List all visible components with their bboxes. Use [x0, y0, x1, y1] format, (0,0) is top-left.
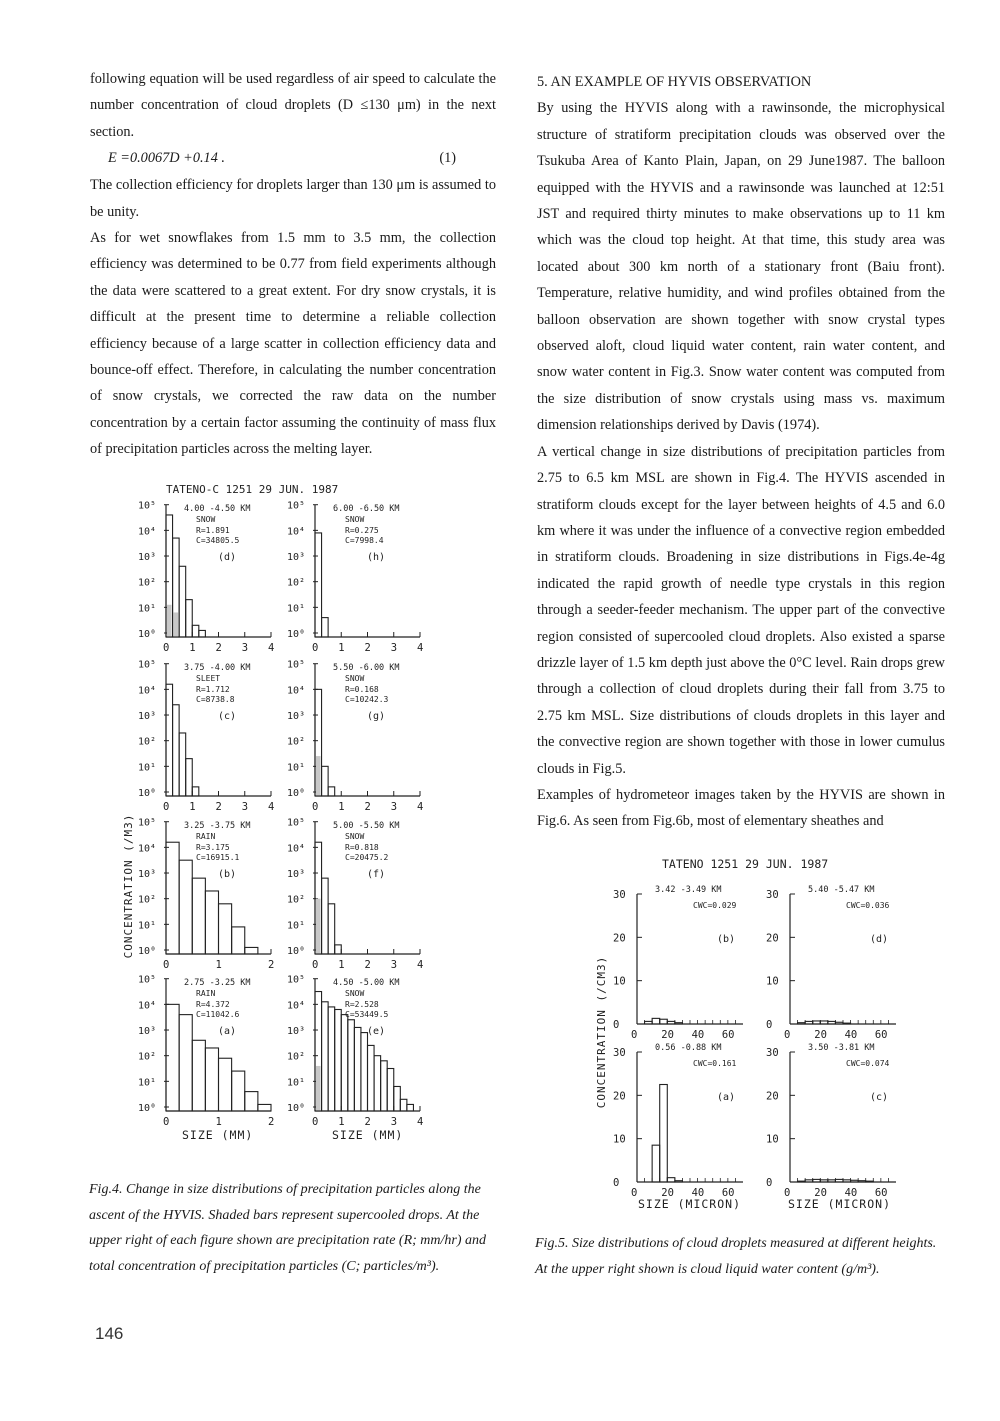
- y-tick-label: 10³: [138, 711, 157, 723]
- page-number: 146: [95, 1324, 124, 1343]
- total-concentration: C=20475.2: [345, 853, 389, 862]
- bar: [843, 1180, 851, 1182]
- height-range: 5.00 -5.50 KM: [333, 821, 400, 831]
- y-tick-label: 10¹: [287, 603, 306, 615]
- y-tick-label: 10⁰: [138, 629, 157, 640]
- y-tick-label: 0: [766, 1177, 773, 1189]
- bar: [675, 1181, 683, 1182]
- total-concentration: C=10242.3: [345, 695, 389, 704]
- y-tick-label: 10: [613, 1133, 626, 1146]
- panel-h: [287, 501, 423, 654]
- panel-label: (f): [367, 869, 386, 880]
- bar: [813, 1179, 821, 1182]
- total-concentration: C=7998.4: [345, 536, 384, 545]
- x-tick-label: 1: [338, 959, 345, 971]
- x-tick-label: 4: [417, 642, 424, 654]
- total-concentration: C=11042.6: [196, 1010, 240, 1019]
- x-tick-label: 3: [390, 642, 398, 654]
- precip-rate: R=0.168: [345, 685, 379, 694]
- y-tick-label: 10⁴: [287, 526, 306, 538]
- x-tick-label: 1: [338, 1116, 345, 1128]
- panel-label: (e): [367, 1026, 386, 1037]
- y-tick-label: 10⁴: [138, 685, 157, 697]
- panel-c: [766, 1043, 896, 1199]
- x-tick-label: 60: [721, 1029, 735, 1041]
- y-axis-label: CONCENTRATION (/M3): [122, 813, 135, 959]
- y-tick-label: 10³: [287, 552, 306, 564]
- y-tick-label: 20: [766, 932, 779, 945]
- x-tick-label: 1: [338, 642, 345, 654]
- y-tick-label: 10⁰: [287, 788, 306, 799]
- x-tick-label: 40: [691, 1029, 705, 1041]
- bar: [335, 1009, 342, 1111]
- y-tick-label: 0: [766, 1019, 773, 1031]
- x-tick-label: 2: [364, 642, 371, 654]
- paragraph: By using the HYVIS along with a rawinsonde, the microphysical structure of stratiform precipitation clouds was observed over the Tsukuba Area of Kanto Plain, Japan, on 29 June1987. The balloon equipped with the HYVIS and a rawinsonde was launched at 12:51 JST and required thirty minutes to make observations up to 11 km which was the cloud top height. At that time, this study area was located about 300 km north of a stationary front (Baiu front). Temperature, relative humidity, and wind profiles obtained from the balloon observation are shown together with snow crystal types observed aloft, cloud liquid water content, rain water content, and snow water content in Fig.3. Snow water content was computed from the size distribution of snow crystals using mass vs. maximum dimension relationships derived by Davis (1974).: [537, 100, 945, 434]
- bar: [199, 630, 206, 637]
- y-tick-label: 10²: [138, 1051, 157, 1063]
- precip-rate: R=0.818: [345, 843, 379, 852]
- bar: [667, 1021, 675, 1024]
- bar: [843, 1023, 851, 1024]
- y-tick-label: 30: [766, 889, 779, 901]
- x-tick-label: 4: [268, 801, 275, 813]
- x-tick-label: 0: [312, 959, 319, 971]
- bar: [232, 927, 245, 954]
- y-tick-label: 10²: [287, 1051, 306, 1063]
- chart-title: TATENO 1251 29 JUN. 1987: [662, 857, 829, 871]
- particle-type: RAIN: [196, 832, 216, 841]
- x-tick-label: 0: [784, 1187, 791, 1199]
- bar: [798, 1023, 806, 1024]
- y-tick-label: 10¹: [138, 1077, 157, 1089]
- x-tick-label: 0: [163, 959, 170, 971]
- precip-rate: R=0.275: [345, 526, 379, 535]
- bar: [805, 1180, 813, 1182]
- x-tick-label: 20: [661, 1029, 674, 1041]
- panel-c: [138, 660, 274, 813]
- bar: [245, 1092, 258, 1111]
- precip-rate: R=1.891: [196, 526, 230, 535]
- bar: [660, 1085, 668, 1183]
- height-range: 3.25 -3.75 KM: [184, 821, 251, 831]
- cwc-value: CWC=0.074: [846, 1059, 890, 1068]
- x-axis-label: SIZE (MICRON): [638, 1197, 742, 1211]
- bar: [813, 1021, 821, 1024]
- precip-rate: R=3.175: [196, 843, 230, 852]
- bar: [805, 1021, 813, 1024]
- shaded-bar: [316, 899, 321, 953]
- x-tick-label: 2: [364, 959, 371, 971]
- y-tick-label: 10⁵: [138, 817, 157, 829]
- y-tick-label: 10⁴: [138, 526, 157, 538]
- particle-type: RAIN: [196, 989, 216, 998]
- y-tick-label: 0: [613, 1177, 620, 1189]
- x-tick-label: 1: [338, 801, 345, 813]
- x-tick-label: 1: [189, 801, 196, 813]
- bar: [219, 904, 232, 954]
- bar: [315, 533, 322, 637]
- bar: [232, 1071, 245, 1111]
- shaded-bar: [316, 1066, 321, 1110]
- y-tick-label: 10⁴: [287, 685, 306, 697]
- y-tick-label: 0: [613, 1019, 620, 1031]
- bar: [851, 1180, 859, 1182]
- total-concentration: C=34805.5: [196, 536, 240, 545]
- x-tick-label: 3: [241, 801, 249, 813]
- x-tick-label: 3: [241, 642, 249, 654]
- precip-rate: R=1.712: [196, 685, 230, 694]
- equation-text: E =0.0067D +0.14 .: [108, 150, 225, 167]
- bar: [354, 1027, 361, 1111]
- particle-type: SNOW: [345, 515, 365, 524]
- bar: [820, 1180, 828, 1182]
- bar: [173, 705, 180, 796]
- panel-e: [287, 975, 423, 1128]
- y-tick-label: 20: [613, 932, 626, 945]
- bar: [322, 1002, 329, 1111]
- y-tick-label: 10⁰: [138, 1103, 157, 1114]
- panel-d: [138, 501, 274, 654]
- height-range: 2.75 -3.25 KM: [184, 978, 251, 988]
- y-tick-label: 30: [613, 1047, 626, 1059]
- bar: [179, 1015, 192, 1111]
- y-tick-label: 10⁵: [138, 659, 157, 671]
- y-tick-label: 10⁴: [287, 843, 306, 855]
- bar: [335, 945, 342, 954]
- bar: [675, 1023, 683, 1024]
- bar: [258, 1104, 271, 1111]
- x-tick-label: 1: [189, 642, 196, 654]
- y-tick-label: 10: [613, 975, 626, 988]
- panel-label: (b): [717, 934, 736, 945]
- y-tick-label: 10²: [287, 577, 306, 589]
- height-range: 0.56 -0.88 KM: [655, 1043, 722, 1053]
- x-tick-label: 0: [631, 1029, 638, 1041]
- panel-f: [287, 818, 423, 971]
- figure-5: [592, 852, 912, 1216]
- x-tick-label: 1: [215, 959, 222, 971]
- bar: [835, 1179, 843, 1182]
- y-tick-label: 10¹: [138, 603, 157, 615]
- paragraph: following equation will be used regardless of air speed to calculate the number concentration of cloud droplets (D ≤130 μm) in the next section.: [90, 71, 496, 140]
- panel-label: (c): [218, 711, 237, 722]
- y-tick-label: 10²: [287, 894, 306, 906]
- bar: [828, 1021, 836, 1024]
- x-axis-label: SIZE (MICRON): [788, 1197, 892, 1211]
- panel-b: [138, 818, 274, 971]
- bar: [205, 1048, 218, 1111]
- left-column: [90, 66, 496, 463]
- y-tick-label: 10: [766, 1133, 779, 1146]
- bar: [645, 1021, 653, 1024]
- bar: [400, 1099, 407, 1111]
- height-range: 3.75 -4.00 KM: [184, 663, 251, 673]
- y-tick-label: 10: [766, 975, 779, 988]
- y-tick-label: 10¹: [138, 920, 157, 932]
- height-range: 3.50 -3.81 KM: [808, 1043, 875, 1053]
- x-tick-label: 4: [417, 801, 424, 813]
- x-tick-label: 3: [390, 801, 398, 813]
- particle-type: SLEET: [196, 674, 221, 683]
- bar: [322, 618, 329, 637]
- x-tick-label: 20: [661, 1187, 674, 1199]
- bar: [328, 904, 335, 954]
- y-tick-label: 20: [766, 1090, 779, 1103]
- bar: [394, 1086, 401, 1111]
- x-tick-label: 1: [215, 1116, 222, 1128]
- x-tick-label: 40: [844, 1029, 858, 1041]
- x-tick-label: 2: [215, 801, 222, 813]
- figure-4-chart: [110, 476, 450, 1148]
- y-tick-label: 10¹: [287, 920, 306, 932]
- equation-1: [90, 145, 496, 172]
- height-range: 4.50 -5.00 KM: [333, 978, 400, 988]
- x-tick-label: 0: [312, 642, 319, 654]
- cwc-value: CWC=0.161: [693, 1059, 737, 1068]
- y-tick-label: 10⁰: [138, 946, 157, 957]
- figure-4: [110, 476, 450, 1148]
- bar: [192, 625, 199, 637]
- height-range: 6.00 -6.50 KM: [333, 504, 400, 514]
- y-tick-label: 10³: [138, 1026, 157, 1038]
- y-tick-label: 10⁵: [287, 500, 306, 512]
- bar: [820, 1021, 828, 1024]
- x-tick-label: 4: [417, 1116, 424, 1128]
- x-tick-label: 40: [691, 1187, 705, 1199]
- y-tick-label: 10³: [287, 1026, 306, 1038]
- bar: [341, 1015, 348, 1111]
- figure-4-caption: Fig.4. Change in size distributions of precipitation particles along the ascent of the HYVIS. Shaded bars represent supercooled drops. At the upper right of each figure shown are precipitation rate (R; mm/hr) and total concentration of precipitation particles (C; particles/m³).: [89, 1182, 487, 1274]
- x-tick-label: 60: [874, 1029, 888, 1041]
- panel-label: (d): [218, 552, 237, 563]
- bar: [835, 1022, 843, 1024]
- bar: [866, 1181, 874, 1182]
- y-tick-label: 10²: [287, 736, 306, 748]
- y-tick-label: 10⁵: [138, 500, 157, 512]
- panel-g: [287, 660, 423, 813]
- x-tick-label: 3: [390, 959, 398, 971]
- y-tick-label: 10⁵: [138, 974, 157, 986]
- bar: [166, 684, 173, 796]
- bar: [245, 947, 258, 954]
- bar: [368, 1045, 375, 1111]
- panel-label: (c): [870, 1092, 889, 1103]
- x-tick-label: 2: [215, 642, 222, 654]
- particle-type: SNOW: [345, 674, 365, 683]
- panel-a: [613, 1043, 743, 1199]
- right-column: [537, 69, 945, 835]
- panel-label: (b): [218, 869, 237, 880]
- bar: [828, 1180, 836, 1182]
- bar: [652, 1145, 660, 1182]
- x-tick-label: 0: [784, 1029, 791, 1041]
- bar: [374, 1056, 381, 1111]
- bar: [387, 1069, 394, 1111]
- x-tick-label: 3: [390, 1116, 398, 1128]
- y-tick-label: 10²: [138, 577, 157, 589]
- x-axis-label: SIZE (MM): [332, 1128, 404, 1142]
- panel-b: [613, 885, 743, 1041]
- bar: [667, 1178, 675, 1182]
- y-tick-label: 10⁰: [138, 788, 157, 799]
- equation-number: (1): [439, 150, 456, 167]
- bar: [192, 878, 205, 954]
- height-range: 3.42 -3.49 KM: [655, 885, 722, 895]
- y-tick-label: 10¹: [138, 762, 157, 774]
- y-tick-label: 10⁵: [287, 817, 306, 829]
- x-axis-label: SIZE (MM): [182, 1128, 254, 1142]
- x-tick-label: 0: [163, 1116, 170, 1128]
- particle-type: SNOW: [345, 832, 365, 841]
- y-tick-label: 10⁵: [287, 659, 306, 671]
- bar: [660, 1019, 668, 1024]
- x-tick-label: 60: [874, 1187, 888, 1199]
- x-tick-label: 20: [814, 1029, 827, 1041]
- paragraph: As for wet snowflakes from 1.5 mm to 3.5 mm, the collection efficiency was determined to be 0.77 from field experiments although the data were scattered to a great extent. For dry snow crystals, it is difficult at the present time to determine a reliable collection efficiency because of a large scatter in collection efficiency data and bounce-off effect. Therefore, in calculating the number concentration of snow crystals, we corrected the raw data on the number concentration by a certain factor assuming the continuity of mass flux of precipitation particles across the melting layer.: [90, 230, 496, 458]
- bar: [381, 1061, 388, 1111]
- y-axis-label: CONCENTRATION (/CM3): [595, 955, 608, 1109]
- height-range: 5.50 -6.00 KM: [333, 663, 400, 673]
- bar: [179, 566, 186, 637]
- y-tick-label: 10³: [287, 869, 306, 881]
- particle-type: SNOW: [345, 989, 365, 998]
- x-tick-label: 0: [163, 801, 170, 813]
- x-tick-label: 60: [721, 1187, 735, 1199]
- y-tick-label: 10³: [287, 711, 306, 723]
- y-tick-label: 10⁰: [287, 1103, 306, 1114]
- bar: [348, 1020, 355, 1111]
- panel-label: (g): [367, 711, 386, 722]
- paragraph: Examples of hydrometeor images taken by the HYVIS are shown in Fig.6. As seen from Fig.6b, most of elementary sheathes and: [537, 786, 945, 830]
- shaded-bar: [316, 756, 321, 795]
- y-tick-label: 20: [613, 1090, 626, 1103]
- bar: [192, 1040, 205, 1111]
- height-range: 4.00 -4.50 KM: [184, 504, 251, 514]
- y-tick-label: 10²: [138, 894, 157, 906]
- paragraph: A vertical change in size distributions of precipitation particles from 2.75 to 6.5 km MSL are shown in Fig.4. The HYVIS ascended in stratiform clouds except for the layer between heights of 4.5 and 6.0 km where it was under the influence of a convective region embedded in stratiform clouds. Broadening in size distributions in Figs.4e-4g indicated the rapid growth of needle type crystals in this region through a seeder-feeder mechanism. The upper part of the convective region consisted of supercooled cloud droplets. Also existed a sparse drizzle layer of 1.5 km depth just above the 0°C level. Rain drops grew through a collection of cloud droplets during their fall from 3.75 to 2.75 km MSL. Size distributions of clouds droplets in this layer and the convective region are shown together with those in lower cumulus clouds in Fig.5.: [537, 443, 945, 777]
- y-tick-label: 10⁰: [287, 946, 306, 957]
- x-tick-label: 0: [312, 801, 319, 813]
- x-tick-label: 20: [814, 1187, 827, 1199]
- total-concentration: C=8738.8: [196, 695, 235, 704]
- bar: [407, 1104, 414, 1111]
- bar: [858, 1181, 866, 1182]
- bar: [219, 1058, 232, 1111]
- shaded-bar: [167, 605, 172, 636]
- x-tick-label: 0: [163, 642, 170, 654]
- y-tick-label: 10²: [138, 736, 157, 748]
- y-tick-label: 10¹: [287, 762, 306, 774]
- height-range: 5.40 -5.47 KM: [808, 885, 875, 895]
- panel-d: [766, 885, 896, 1041]
- bar: [179, 860, 192, 954]
- figure-5-chart: [592, 852, 912, 1216]
- bar: [328, 1007, 335, 1111]
- x-tick-label: 2: [364, 801, 371, 813]
- bar: [328, 787, 335, 796]
- bar: [798, 1181, 806, 1182]
- cwc-value: CWC=0.036: [846, 901, 890, 910]
- bar: [652, 1018, 660, 1024]
- figure-5-caption: Fig.5. Size distributions of cloud droplets measured at different heights. At the upper right shown is cloud liquid water content (g/m³).: [535, 1236, 937, 1277]
- panel-label: (a): [218, 1026, 237, 1037]
- y-tick-label: 10⁴: [138, 1000, 157, 1012]
- y-tick-label: 10⁵: [287, 974, 306, 986]
- x-tick-label: 4: [417, 959, 424, 971]
- bar: [361, 1033, 368, 1111]
- precip-rate: R=4.372: [196, 1000, 230, 1009]
- y-tick-label: 10⁰: [287, 629, 306, 640]
- bar: [166, 842, 179, 954]
- y-tick-label: 10³: [138, 869, 157, 881]
- x-tick-label: 40: [844, 1187, 858, 1199]
- y-tick-label: 10⁴: [287, 1000, 306, 1012]
- total-concentration: C=16915.1: [196, 853, 240, 862]
- bar: [186, 759, 193, 796]
- section-heading: 5. AN EXAMPLE OF HYVIS OBSERVATION: [537, 74, 812, 90]
- total-concentration: C=53449.5: [345, 1010, 389, 1019]
- panel-a: [138, 975, 274, 1128]
- panel-label: (h): [367, 552, 386, 563]
- bar: [166, 1004, 179, 1111]
- y-tick-label: 10³: [138, 552, 157, 564]
- x-tick-label: 2: [364, 1116, 371, 1128]
- x-tick-label: 0: [312, 1116, 319, 1128]
- panel-label: (d): [870, 934, 889, 945]
- bar: [186, 600, 193, 637]
- x-tick-label: 2: [268, 959, 275, 971]
- bar: [322, 766, 329, 796]
- precip-rate: R=2.528: [345, 1000, 379, 1009]
- x-tick-label: 0: [631, 1187, 638, 1199]
- y-tick-label: 30: [766, 1047, 779, 1059]
- paragraph: The collection efficiency for droplets larger than 130 μm is assumed to be unity.: [90, 177, 496, 220]
- chart-title: TATENO-C 1251 29 JUN. 1987: [166, 483, 339, 496]
- x-tick-label: 2: [268, 1116, 275, 1128]
- y-tick-label: 30: [613, 889, 626, 901]
- panel-label: (a): [717, 1092, 736, 1103]
- shaded-bar: [174, 612, 179, 636]
- bar: [205, 891, 218, 954]
- x-tick-label: 4: [268, 642, 275, 654]
- bar: [322, 878, 329, 954]
- particle-type: SNOW: [196, 515, 216, 524]
- cwc-value: CWC=0.029: [693, 901, 737, 910]
- y-tick-label: 10⁴: [138, 843, 157, 855]
- y-tick-label: 10¹: [287, 1077, 306, 1089]
- bar: [192, 787, 199, 796]
- bar: [179, 733, 186, 796]
